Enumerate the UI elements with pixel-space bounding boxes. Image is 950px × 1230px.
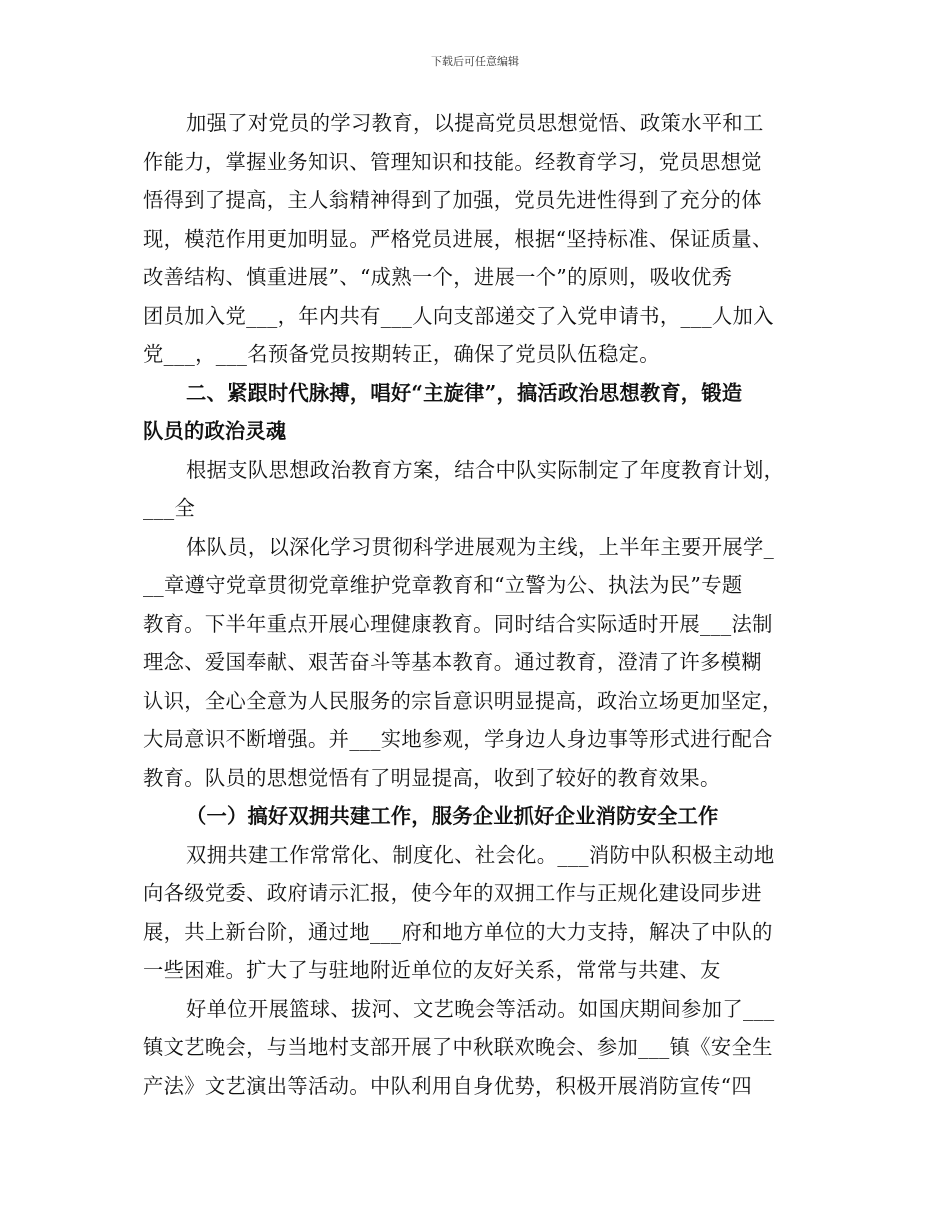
- paragraph-line: 认识，全心全意为人民服务的宗旨意识明显提高，政治立场更加坚定，: [143, 688, 783, 713]
- section-heading-line: 二、紧跟时代脉搏，唱好“主旋律”，搞活政治思想教育，锻造: [186, 380, 743, 405]
- document-body: [143, 104, 810, 1105]
- paragraph-line: 镇文艺晚会，与当地村支部开展了中秋联欢晚会、参加___镇《安全生: [143, 1035, 773, 1059]
- paragraph-line: 悟得到了提高，主人翁精神得到了加强，党员先进性得到了充分的体: [143, 188, 762, 212]
- paragraph-line: 现，模范作用更加明显。严格党员进展，根据“坚持标准、保证质量、: [143, 226, 773, 251]
- paragraph-line: 双拥共建工作常常化、制度化、社会化。___消防中队积极主动地: [186, 842, 775, 867]
- paragraph-line: 团员加入党___，年内共有___人向支部递交了入党申请书，___人加入: [143, 303, 774, 328]
- paragraph-line: 党___，___名预备党员按期转正，确保了党员队伍稳定。: [143, 342, 660, 366]
- subsection-heading-line: （一）搞好双拥共建工作，服务企业抓好企业消防安全工作: [186, 804, 719, 828]
- paragraph-line: ___全: [143, 496, 196, 520]
- paragraph-line: __章遵守党章贯彻党章维护党章教育和“立警为公、执法为民”专题: [143, 573, 743, 597]
- page-header: 下载后可任意编辑: [431, 55, 519, 68]
- paragraph-line: 展，共上新台阶，通过地___府和地方单位的大力支持，解决了中队的: [143, 919, 773, 944]
- paragraph-line: 加强了对党员的学习教育，以提高党员思想觉悟、政策水平和工: [186, 111, 764, 135]
- paragraph-line: 好单位开展篮球、拔河、文艺晚会等活动。如国庆期间参加了___: [186, 996, 775, 1021]
- paragraph-line: 作能力，掌握业务知识、管理知识和技能。经教育学习，党员思想觉: [143, 149, 762, 174]
- paragraph-line: 理念、爱国奉献、艰苦奋斗等基本教育。通过教育，澄清了许多模糊: [143, 650, 762, 674]
- paragraph-line: 一些困难。扩大了与驻地附近单位的友好关系，常常与共建、友: [143, 958, 721, 982]
- section-heading-line: 队员的政治灵魂: [143, 419, 287, 443]
- paragraph-line: 教育。队员的思想觉悟有了明显提高，收到了较好的教育效果。: [143, 765, 721, 790]
- paragraph-line: 体队员，以深化学习贯彻科学进展观为主线，上半年主要开展学_: [186, 534, 775, 559]
- paragraph-line: 改善结构、慎重进展”、“成熟一个，进展一个”的原则，吸收优秀: [143, 265, 733, 289]
- paragraph-line: 产法》文艺演出等活动。中队利用自身优势，积极开展消防宣传“四: [143, 1073, 753, 1098]
- paragraph-line: 大局意识不断增强。并___实地参观，学身边人身边事等形式进行配合: [143, 727, 773, 751]
- paragraph-line: 教育。下半年重点开展心理健康教育。同时结合实际适时开展___法制: [143, 611, 773, 636]
- paragraph-line: 向各级党委、政府请示汇报，使今年的双拥工作与正规化建设同步进: [143, 881, 762, 905]
- paragraph-line: 根据支队思想政治教育方案，结合中队实际制定了年度教育计划，: [186, 457, 785, 482]
